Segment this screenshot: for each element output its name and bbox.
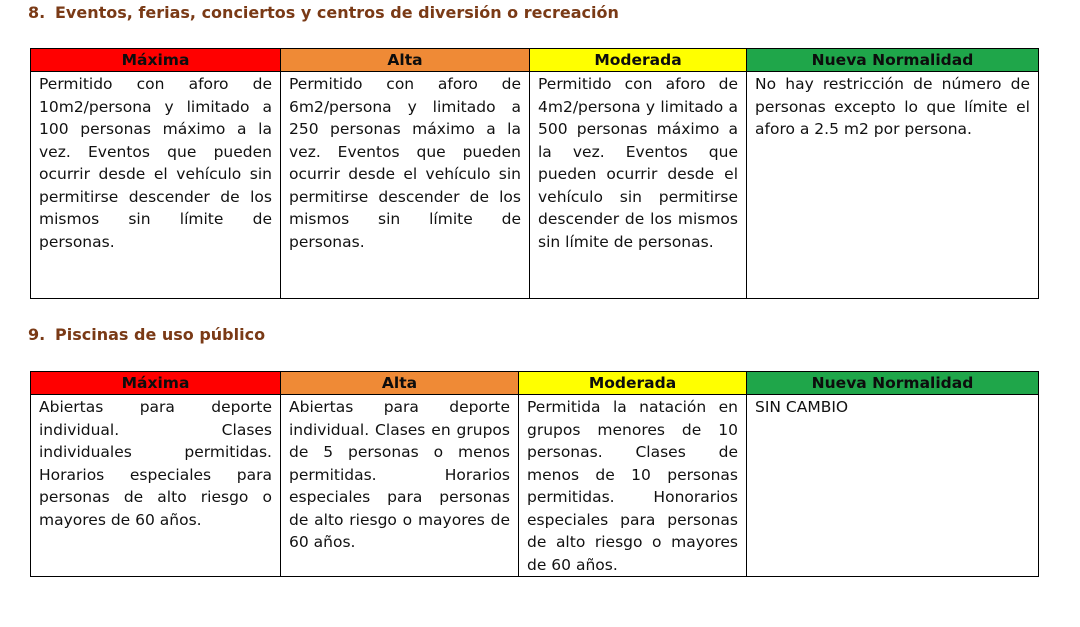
header-moderada: Moderada <box>530 49 747 72</box>
header-maxima: Máxima <box>31 49 281 72</box>
cell-nueva-normalidad: No hay restricción de número de personas excepto lo que límite el aforo a 2.5 m2 por persona. <box>747 72 1039 299</box>
header-nueva-normalidad: Nueva Normalidad <box>747 372 1039 395</box>
cell-maxima: Permitido con aforo de 10m2/persona y limitado a 100 personas máximo a la vez. Eventos que pueden ocurrir desde el vehículo sin permitirse descender de los mismos sin límite de personas. <box>31 72 281 299</box>
table-header-row <box>31 372 1039 395</box>
section-8-title: Eventos, ferias, conciertos y centros de diversión o recreación <box>55 3 619 22</box>
header-maxima: Máxima <box>31 372 281 395</box>
section-9-number: 9. <box>28 325 46 344</box>
table-row <box>31 395 1039 577</box>
cell-moderada: Permitida la natación en grupos menores de 10 personas. Clases de menos de 10 personas permitidas. Honorarios especiales para personas de alto riesgo o mayores de 60 años. <box>519 395 747 577</box>
section-9-heading <box>28 325 265 344</box>
section-9-table <box>30 371 1039 577</box>
cell-nueva-normalidad: SIN CAMBIO <box>747 395 1039 577</box>
cell-alta: Permitido con aforo de 6m2/persona y limitado a 250 personas máximo a la vez. Eventos que pueden ocurrir desde el vehículo sin permitirse descender de los mismos sin límite de personas. <box>281 72 530 299</box>
section-8-number: 8. <box>28 3 46 22</box>
cell-maxima: Abiertas para deporte individual. Clases individuales permitidas. Horarios especiales para personas de alto riesgo o mayores de 60 años. <box>31 395 281 577</box>
header-alta: Alta <box>281 372 519 395</box>
table-row <box>31 72 1039 299</box>
header-alta: Alta <box>281 49 530 72</box>
table-header-row <box>31 49 1039 72</box>
section-8-table <box>30 48 1039 299</box>
header-moderada: Moderada <box>519 372 747 395</box>
section-8-heading <box>28 3 619 22</box>
cell-moderada: Permitido con aforo de 4m2/persona y limitado a 500 personas máximo a la vez. Eventos que pueden ocurrir desde el vehículo sin permitirse descender de los mismos sin límite de personas. <box>530 72 747 299</box>
header-nueva-normalidad: Nueva Normalidad <box>747 49 1039 72</box>
cell-alta: Abiertas para deporte individual. Clases en grupos de 5 personas o menos permitidas. Horarios especiales para personas de alto riesgo o mayores de 60 años. <box>281 395 519 577</box>
section-9-title: Piscinas de uso público <box>55 325 266 344</box>
